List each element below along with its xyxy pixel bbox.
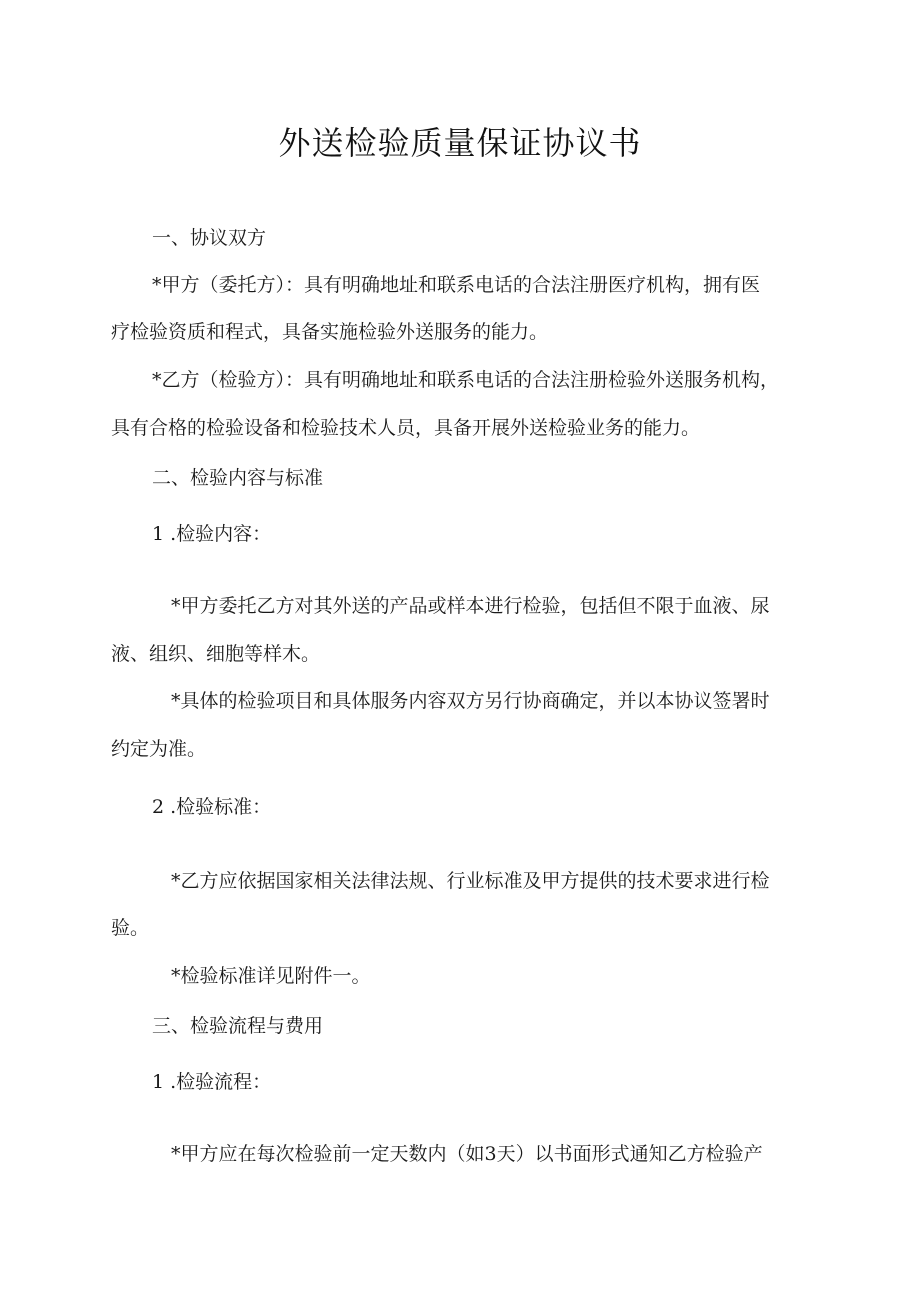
subsection-heading-standards: 2 .检验标准： xyxy=(152,796,272,818)
paragraph-line: *乙方应依据国家相关法律法规、行业标准及甲方提供的技术要求进行检 xyxy=(171,870,770,892)
paragraph-line: *检验标准详见附件一。 xyxy=(171,965,371,987)
subsection-heading-content: 1 .检验内容： xyxy=(152,523,272,545)
section-heading-content-standards: 二、检验内容与标准 xyxy=(152,467,324,489)
document-title: 外送检验质量保证协议书 xyxy=(278,124,642,162)
paragraph-line: 验。 xyxy=(111,917,150,939)
section-heading-parties: 一、协议双方 xyxy=(152,227,267,249)
subsection-heading-process: 1 .检验流程： xyxy=(152,1071,272,1093)
paragraph-line: *甲方应在每次检验前一定天数内（如3天）以书面形式通知乙方检验产 xyxy=(171,1143,763,1165)
paragraph-line: *乙方（检验方）：具有明确地址和联系电话的合法注册检验外送服务机构， xyxy=(152,369,780,391)
paragraph-line: *甲方委托乙方对其外送的产品或样本进行检验，包括但不限于血液、尿 xyxy=(171,595,770,617)
paragraph-line: 约定为准。 xyxy=(111,738,207,760)
paragraph-line: 液、组织、细胞等样木。 xyxy=(111,643,321,665)
paragraph-line: 疗检验资质和程式，具备实施检验外送服务的能力。 xyxy=(111,321,549,343)
paragraph-line: *具体的检验项目和具体服务内容双方另行协商确定，并以本协议签署时 xyxy=(171,690,770,712)
section-heading-process-fees: 三、检验流程与费用 xyxy=(152,1015,324,1037)
paragraph-line: *甲方（委托方）：具有明确地址和联系电话的合法注册医疗机构，拥有医 xyxy=(152,274,761,296)
paragraph-line: 具有合格的检验设备和检验技术人员，具备开展外送检验业务的能力。 xyxy=(111,417,701,439)
